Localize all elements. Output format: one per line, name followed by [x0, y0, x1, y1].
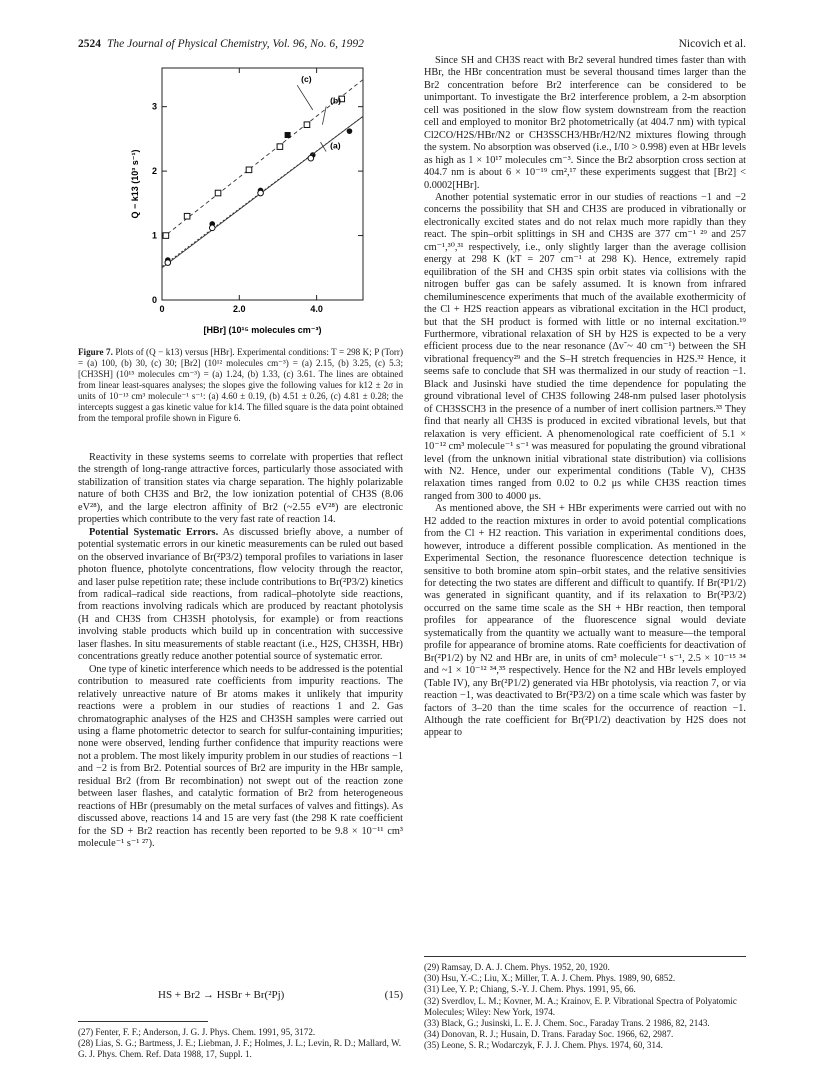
right-column [424, 55, 746, 740]
equation-text: HS + Br2 → HSBr + Br(²Pj) [158, 989, 285, 1001]
data-point [277, 144, 283, 150]
journal-citation: The Journal of Physical Chemistry, Vol. 96, No. 6, 1992 [107, 38, 364, 50]
reference: (27) Fenter, F. F.; Anderson, J. G. J. Phys. Chem. 1991, 95, 3172. [78, 1027, 316, 1037]
page-number: 2524 [78, 38, 101, 50]
reference: (32) Sverdlov, L. M.; Kovner, M. A.; Krainov, E. P. Vibrational Spectra of Polyatomic Molecules; Wiley: New York, 1974. [424, 995, 737, 1017]
y-tick-label: 0 [151, 295, 157, 305]
series-label: (b) [330, 95, 342, 106]
data-point [184, 213, 190, 219]
y-tick-label: 2 [151, 166, 157, 177]
data-point [163, 233, 169, 239]
figure-caption [78, 347, 403, 424]
series-label: (c) [301, 74, 312, 85]
data-point [246, 167, 252, 173]
x-tick-label: 2.0 [233, 304, 246, 314]
footnote-rule [424, 956, 746, 957]
left-column [78, 452, 403, 851]
y-tick-label: 1 [151, 230, 157, 241]
y-axis-label: Q − k13 (10³ s⁻¹) [130, 149, 140, 219]
data-point [285, 132, 291, 138]
paragraph: Reactivity in these systems seems to correlate with properties that reflect the strength of long-range attractive forces, particularly those associated with stabilization of transition states via charge separation. The highly polarizable nature of both CH3S and Br2, the low ionization potential of CH3S (8.06 eV²⁸), and the large electron affinity of Br2 (~2.55 eV²⁸) are electronic properties which contribute to the very fast rate of reaction 14. [78, 452, 403, 526]
footnote-rule [78, 1021, 208, 1022]
paragraph: One type of kinetic interference which needs to be addressed is the potential contribution to measured rate coefficients from impurity reactions. The relatively unreactive nature of Br atoms makes it unlikely that impurity reactions were a problem in our studies of reactions 1 and 2. Gas chromatographic analyses of the H2S and CH3SH samples were carried out using a flame photometric detector to search for sulfur-containing impurities; none were observed, lending further confidence that impurity reactions were not a problem. The most likely impurity problem in our studies of reactions −1 and −2 is from Br2. Potential sources of Br2 are impurity in the HBr sample, residual Br2 (from Br recombination) not swept out of the reaction zone between laser flashes, and catalytic formation of Br2 from heterogeneous reactions of HBr (presumably on the metal surfaces of valves and fittings). As discussed above, reactions 14 and 15 are very fast (the 298 K rate coefficient for the SD + Br2 reaction has recently been reported to be 9.8 × 10⁻¹¹ cm³ molecule⁻¹ s⁻¹ ²⁷). [78, 663, 403, 850]
series-pointer [320, 142, 326, 151]
running-authors: Nicovich et al. [678, 38, 746, 50]
reference: (29) Ramsay, D. A. J. Chem. Phys. 1952, 20, 1920. [424, 962, 610, 972]
x-tick-label: 0 [159, 304, 165, 314]
paragraph: Since SH and CH3S react with Br2 several hundred times faster than with HBr, the HBr concentration must be several thousand times larger than the Br2 concentration before Br2 interference can be considered to be unimportant. To investigate the Br2 interference problem, a 2-m absorption cell was positioned in the slow flow system downstream from the reaction cell and employed to monitor Br2 photometrically (at 404.7 nm) with typical Cl2CO/H2S/HBr/N2 or CH3SSCH3/HBr/H2/N2 mixtures flowing through the system. No absorption was observed (i.e., I/I0 > 0.998) even at HBr levels as high as 1 × 10¹⁷ molecules cm⁻³. Since the Br2 absorption cross section at 404.7 nm is about 6 × 10⁻¹⁹ cm²,¹⁷ these experiments suggest that [Br2] < 0.0002[HBr]. [424, 55, 746, 191]
section-heading: Potential Systematic Errors. [89, 526, 219, 538]
series-pointer [297, 85, 313, 110]
caption-text: Plots of (Q − k13) versus [HBr]. Experimental conditions: T = 298 K; P (Torr) = (a) 100, (b) 30, (c) 30; [Br2] (10¹² molecules cm⁻³) = (a) 2.15, (b) 3.25, (c) 5.3; [CH3SH] (10¹⁵ molecules cm⁻³) = (a) 1.24, (b) 1.33, (c) 3.61. The lines are obtained from linear least-squares analyses; the slopes give the following values for k12 ± 2σ in units of 10⁻¹³ cm³ molecule⁻¹ s⁻¹: (a) 4.60 ± 0.19, (b) 4.51 ± 0.26, (c) 4.81 ± 0.28; the intercepts suggest a gas kinetic value for k14. The filled square is the data point obtained from the temporal profile shown in Figure 6. [78, 347, 403, 423]
y-tick-label: 3 [151, 101, 157, 112]
reference: (34) Donovan, R. J.; Husain, D. Trans. Faraday Soc. 1966, 62, 2987. [424, 1029, 674, 1040]
x-axis-label: [HBr] (10¹⁵ molecules cm⁻³) [203, 325, 322, 335]
plot-area [130, 68, 363, 335]
data-point [258, 190, 264, 196]
references-left [78, 1027, 403, 1061]
series-label: (a) [330, 140, 341, 151]
caption-label: Figure 7. [78, 347, 113, 357]
series-pointer [322, 106, 326, 124]
equation-number: (15) [384, 989, 403, 1001]
reference: (31) Lee, Y. P.; Chiang, S.-Y. J. Chem. Phys. 1991, 95, 66. [424, 984, 636, 995]
data-point [304, 122, 310, 128]
data-point [165, 260, 171, 266]
x-tick-label: 4.0 [310, 304, 323, 314]
paragraph: Potential Systematic Errors. As discussed briefly above, a number of potential systematic errors in our kinetic measurements can be ruled out based on the observed invariance of Br(²P3/2) temporal profiles to variations in laser photon fluence, photolyte concentrations, flow velocity through the reactor, and laser pulse repetition rate; these include contributions to Br(²P3/2) kinetics from radical–radical side reactions, from radical–photolyte side reactions, from reactions involving radicals which are produced by reactant photolysis (H and CH3S from CH3SH photolysis, for example) or from reactions involving stable products which build up in concentration with successive laser flashes. In situ measurements of stable reactant (i.e., H2S, CH3SH, HBr) concentrations greatly reduce another potential source of systematic error. [78, 526, 403, 663]
data-point [215, 190, 221, 196]
reference: (30) Hsu, Y.-C.; Liu, X.; Miller, T. A. J. Chem. Phys. 1989, 90, 6852. [424, 973, 676, 984]
paragraph: Another potential systematic error in our studies of reactions −1 and −2 concerns the possibility that SH and CH3S are produced in vibrationally or electronically excited states and do not relax much more rapidly than they react. The spin–orbit splittings in SH and CH3S are 377 cm⁻¹ ²⁹ and 257 cm⁻¹,³⁰,³¹ respectively, i.e., only slightly larger than the average collision energy at 298 K (kT = 207 cm⁻¹ at 298 K). Hence, extremely rapid equilibration of the SH and CH3S spin orbit states via collisions with the nitrogen buffer gas can be safely assumed. It is known from infrared chemiluminescence experiments that much of the available exothermicity of the Cl + H2S reaction appears as vibrational excitation in the HCl product, but that the SH product is formed with little or no internal excitation.¹⁹ Furthermore, vibrational relaxation of SH by H2S is expected to be a very efficient process due to the near resonance (Δν̃ ~ 40 cm⁻¹) between the SH vibrational frequency²⁹ and the S–H stretch frequencies in H2S.³² Hence, it seems safe to conclude that SH was thermalized in our study of reaction −1. Black and Jusinski have studied the time dependence for populating the ground vibrational level of CH3S following 248-nm pulsed laser photolysis of CH3SSCH3 in the presence of a number of inert collision partners.³³ They find that nearly all CH3S is produced in excited vibrational levels, but that relaxation is very efficient. A phenomenological rate coefficient of 5.1 × 10⁻¹² cm³ molecule⁻¹ s⁻¹ was measured for populating the ground vibrational level (from the unknown initial vibrational state distribution) via collisions with N2. Hence, under our experimental conditions (Table V), CH3S relaxation times ranged from 0.02 to 0.2 μs while CH3S reaction times ranged from 300 to 4000 μs. [424, 191, 746, 502]
references-right [424, 962, 746, 1052]
reference: (28) Lias, S. G.; Bartmess, J. E.; Liebman, J. F.; Holmes, J. L.; Levin, R. D.; Mallard, W. G. J. Phys. Chem. Ref. Data 1988, 17, Suppl. 1. [78, 1038, 402, 1060]
data-point [347, 128, 353, 134]
paragraph: As mentioned above, the SH + HBr experiments were carried out with no H2 added to the reaction mixtures in order to avoid potential complications from the Cl + H2 reaction. This variation in experimental conditions does, however, introduce a different possible complication. As mentioned in the Experimental Section, the resonance fluorescence detection technique is sensitive to both bromine atom spin–orbit states, and the relative sensitivies for detecting the two states are different and difficult to quantify. If Br(²P1/2) was generated in significant quantity, and if its relaxation to Br(²P3/2) occurred on the same time scale as the SH + HBr reaction, then temporal profiles for appearance of the fluorescence signal would deviate systematically from the quantity we actually want to measure—the temporal profile for appearance of bromine atoms. Rate coefficients for deactivation of Br(²P1/2) by N2 and HBr are, in units of cm³ molecule⁻¹ s⁻¹, 2.5 × 10⁻¹⁵ ³⁴ and ~1 × 10⁻¹² ³⁴,³⁵ respectively. Hence for the N2 and HBr levels employed (Table IV), any Br(²P1/2) generated via HBr photolysis, via reaction 7, or via reaction −1, was deactivated to Br(²P3/2) on a time scale which was faster by factors of 3–20 than the time scales for the occurrence of reaction −1. Although the rate coefficient for Br(²P1/2) deactivation by H2S does not appear to [424, 503, 746, 739]
reference: (33) Black, G.; Jusinski, L. E. J. Chem. Soc., Faraday Trans. 2 1986, 82, 2143. [424, 1018, 710, 1029]
figure-7-chart [105, 60, 405, 345]
data-point [308, 155, 314, 161]
reference: (35) Leone, S. R.; Wodarczyk, F. J. J. Chem. Phys. 1974, 60, 314. [424, 1040, 663, 1051]
data-point [209, 225, 215, 231]
